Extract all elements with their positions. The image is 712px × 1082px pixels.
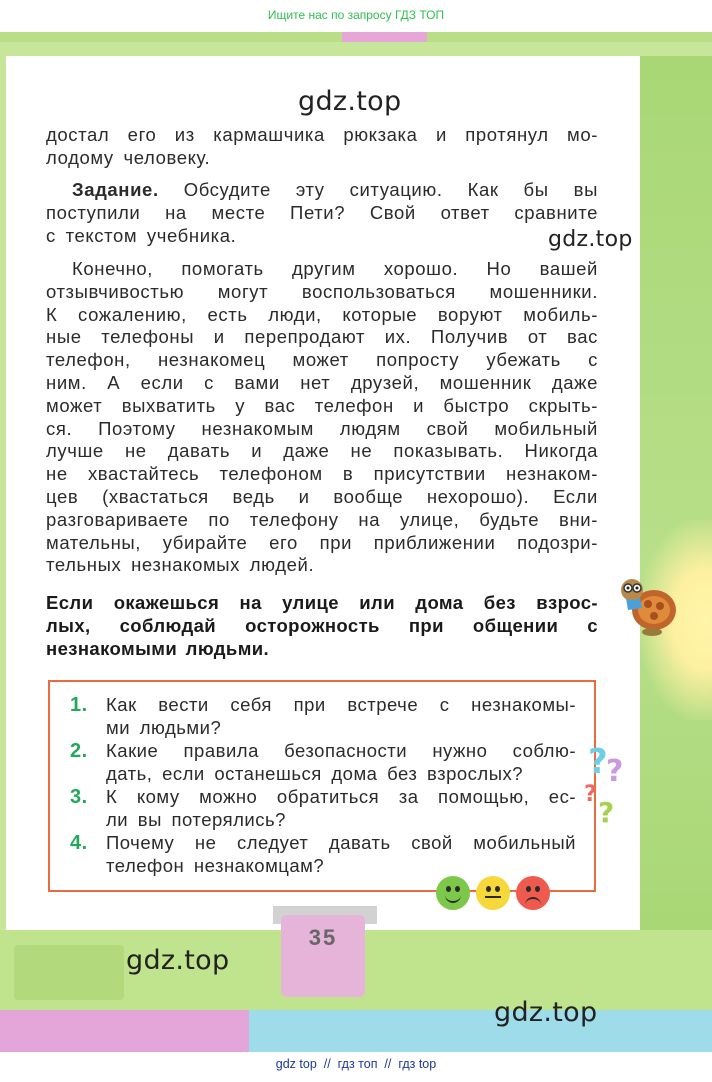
question-number: 1. xyxy=(70,694,88,716)
leaf-decor xyxy=(14,945,124,1000)
text-line: отзывчивостью могут воспользоваться мошенники. xyxy=(46,280,598,302)
mood-smileys xyxy=(436,876,556,912)
text-line: Если окажешься на улице или дома без взрос- xyxy=(46,592,598,613)
text-line: разговариваете по телефону на улице, будьте вни- xyxy=(46,508,598,530)
task-label: Задание. xyxy=(72,179,159,200)
top-decor-strip xyxy=(0,32,712,42)
text-line: К сожалению, есть люди, которые воруют мобиль- xyxy=(46,303,598,325)
question-number: 3. xyxy=(70,786,88,808)
bottom-decor-strip xyxy=(0,1010,712,1052)
text-line: телефон, незнакомец может попросту убежать с xyxy=(46,349,598,371)
text-line: с текстом учебника. xyxy=(46,224,237,246)
question-text xyxy=(106,694,576,740)
text-line: тельных незнакомых людей. xyxy=(46,554,315,576)
text-line: К кому можно обратиться за помощью, ес- xyxy=(106,786,576,807)
top-banner[interactable] xyxy=(0,0,712,34)
sad-face-icon xyxy=(516,876,550,910)
main-paragraph xyxy=(46,258,598,577)
text-line: Какие правила безопасности нужно соблю- xyxy=(106,740,576,761)
question-text xyxy=(106,832,576,878)
text-line: не хвастайтесь телефоном в присутствии незнаком- xyxy=(46,463,598,485)
footer-link[interactable]: gdz top xyxy=(275,1057,317,1071)
text-line: лых, соблюдай осторожность при общении с xyxy=(46,614,598,636)
question-text xyxy=(106,786,576,832)
question-marks-icon xyxy=(582,742,642,842)
question-number: 2. xyxy=(70,740,88,762)
text-line: поступили на месте Пети? Свой ответ сравните xyxy=(46,201,598,223)
text-line: дать, если останешься дома без взрослых? xyxy=(106,762,524,784)
happy-face-icon xyxy=(436,876,470,910)
text-line xyxy=(46,179,598,202)
turtle-mascot-icon xyxy=(612,568,682,640)
task-paragraph xyxy=(46,179,598,247)
question-number: 4. xyxy=(70,832,88,854)
text-line: ные телефоны и перепродают их. Получив от вас xyxy=(46,326,598,348)
text-line: лодому человеку. xyxy=(46,146,211,168)
question-mark: ? xyxy=(598,796,615,829)
intro-paragraph xyxy=(46,124,598,170)
text-line: ся. Поэтому незнакомым людям свой мобильный xyxy=(46,417,598,439)
text-line: Конечно, помогать другим хорошо. Но вашей xyxy=(72,258,598,279)
footer-separator: // xyxy=(384,1057,392,1071)
questions-box xyxy=(48,680,596,892)
footer-separator: // xyxy=(323,1057,331,1071)
watermark: gdz.top xyxy=(298,86,402,117)
watermark: gdz.top xyxy=(548,227,633,252)
banner-text[interactable]: Ищите нас по запросу ГДЗ ТОП xyxy=(267,8,445,22)
watermark: gdz.top xyxy=(494,997,598,1028)
text-line: достал его из кармашчика рюкзака и протянул мо- xyxy=(46,124,598,145)
footer-link[interactable]: гдз топ xyxy=(337,1057,378,1071)
text-line: может выхватить у вас телефон и быстро скрыть- xyxy=(46,394,598,416)
text-line: Почему не следует давать свой мобильный xyxy=(106,832,576,853)
page-number: 35 xyxy=(308,925,338,950)
text-line: цев (хвастаться ведь и вообще нехорошо). Если xyxy=(46,485,598,507)
text-line: Как вести себя при встрече с незнакомы- xyxy=(106,694,576,715)
text-line: ли вы потерялись? xyxy=(106,808,286,830)
question-mark: ? xyxy=(584,782,597,807)
neutral-face-icon xyxy=(476,876,510,910)
footer-link[interactable]: гдз top xyxy=(398,1057,437,1071)
text-line: ним. А если с вами нет друзей, мошенник даже xyxy=(46,371,598,393)
text-line: телефон незнакомцам? xyxy=(106,854,325,876)
text-line: мательны, убирайте его при приближении подозри- xyxy=(46,531,598,553)
footer-links xyxy=(0,1054,712,1074)
watermark: gdz.top xyxy=(126,945,230,976)
rule-callout xyxy=(46,592,598,660)
text-line: лучше не давать и даже не показывать. Никогда xyxy=(46,440,598,462)
text-line: незнакомыми людьми. xyxy=(46,637,270,659)
right-decor-panel xyxy=(640,56,712,931)
text-line: ми людьми? xyxy=(106,716,222,738)
task-text: Обсудите эту ситуацию. Как бы вы xyxy=(183,179,598,200)
question-mark: ? xyxy=(588,742,608,782)
question-text xyxy=(106,740,576,786)
question-mark: ? xyxy=(606,754,624,789)
